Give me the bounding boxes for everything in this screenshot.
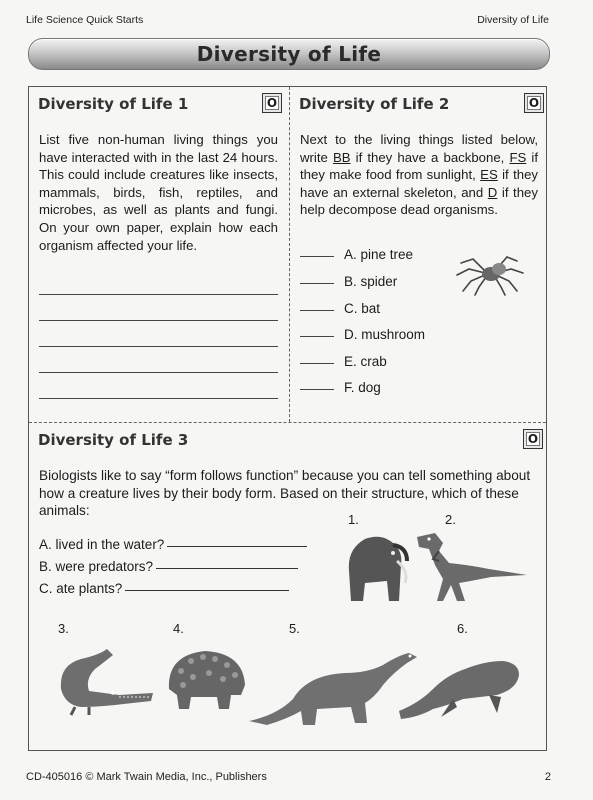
panel1-badge-letter: O (266, 96, 278, 110)
crocodile-icon (55, 645, 155, 717)
answer-blank[interactable] (300, 310, 334, 311)
panel2-title: Diversity of Life 2 (299, 95, 450, 113)
panel3-title: Diversity of Life 3 (38, 431, 189, 449)
panel3-paragraph: Biologists like to say “form follows function” because you can tell something about how a creature lives by their body form. Based on their structure, which of these animals: (39, 468, 531, 519)
answer-blank[interactable] (300, 283, 334, 284)
spider-icon (455, 247, 525, 297)
code-fs: FS (509, 149, 527, 165)
panel3-badge (523, 429, 543, 449)
panel1-paragraph: List five non-human living things you have interacted with in the last 24 hours. This could include creatures like insects, mammals, birds, fish, reptiles, and microbes, as well as plants and fungi. On your own paper, explain how each organism affected your life. (39, 132, 278, 253)
answer-line[interactable] (39, 372, 278, 373)
answer-line[interactable] (39, 346, 278, 347)
answer-line[interactable] (39, 294, 278, 295)
answer-line[interactable] (39, 320, 278, 321)
answer-blank[interactable] (300, 336, 334, 337)
panel-diversity-1 (29, 87, 289, 422)
question-a: A. lived in the water? (39, 537, 307, 552)
panel-diversity-2 (290, 87, 548, 422)
figure-label-6: 6. (457, 621, 468, 636)
question-c: C. ate plants? (39, 581, 289, 596)
code-d: D (487, 184, 498, 200)
panel3-badge-letter: O (527, 432, 539, 446)
list-item: E. crab (300, 354, 387, 369)
figure-label-4: 4. (173, 621, 184, 636)
list-item: C. bat (300, 301, 380, 316)
answer-blank[interactable] (156, 568, 298, 569)
list-item: D. mushroom (300, 327, 425, 342)
panel2-badge-letter: O (528, 96, 540, 110)
answer-blank[interactable] (300, 363, 334, 364)
panel-diversity-3 (29, 423, 548, 752)
list-item: B. spider (300, 274, 397, 289)
panel2-instructions: Next to the living things listed below, write BB if they have a backbone, FS if they make food from sunlight, ES if they have an external skeleton, and D if they help decompose dead organisms. (300, 132, 539, 218)
woolly-mammoth-icon (341, 531, 413, 606)
page-title: Diversity of Life (196, 42, 382, 66)
footer-copyright: CD-405016 © Mark Twain Media, Inc., Publishers (26, 771, 267, 783)
title-banner (28, 38, 550, 70)
code-es: ES (480, 167, 498, 183)
worksheet-box (28, 86, 547, 751)
list-item: F. dog (300, 380, 381, 395)
figure-label-3: 3. (58, 621, 69, 636)
running-head-left: Life Science Quick Starts (26, 14, 144, 26)
page-number: 2 (544, 771, 551, 783)
question-b: B. were predators? (39, 559, 298, 574)
figure-label-5: 5. (289, 621, 300, 636)
figure-label-1: 1. (348, 512, 359, 527)
panel1-badge (262, 93, 282, 113)
answer-blank[interactable] (300, 389, 334, 390)
answer-line[interactable] (39, 398, 278, 399)
ankylosaur-icon (161, 645, 249, 717)
panel2-badge (524, 93, 544, 113)
running-head-right: Diversity of Life (477, 14, 549, 26)
raptor-dinosaur-icon (409, 529, 529, 605)
code-bb: BB (332, 149, 351, 165)
panel1-title: Diversity of Life 1 (38, 95, 189, 113)
answer-blank[interactable] (125, 590, 289, 591)
answer-blank[interactable] (167, 546, 307, 547)
plesiosaur-icon (393, 647, 523, 723)
answer-blank[interactable] (300, 256, 334, 257)
list-item: A. pine tree (300, 247, 413, 262)
figure-label-2: 2. (445, 512, 456, 527)
